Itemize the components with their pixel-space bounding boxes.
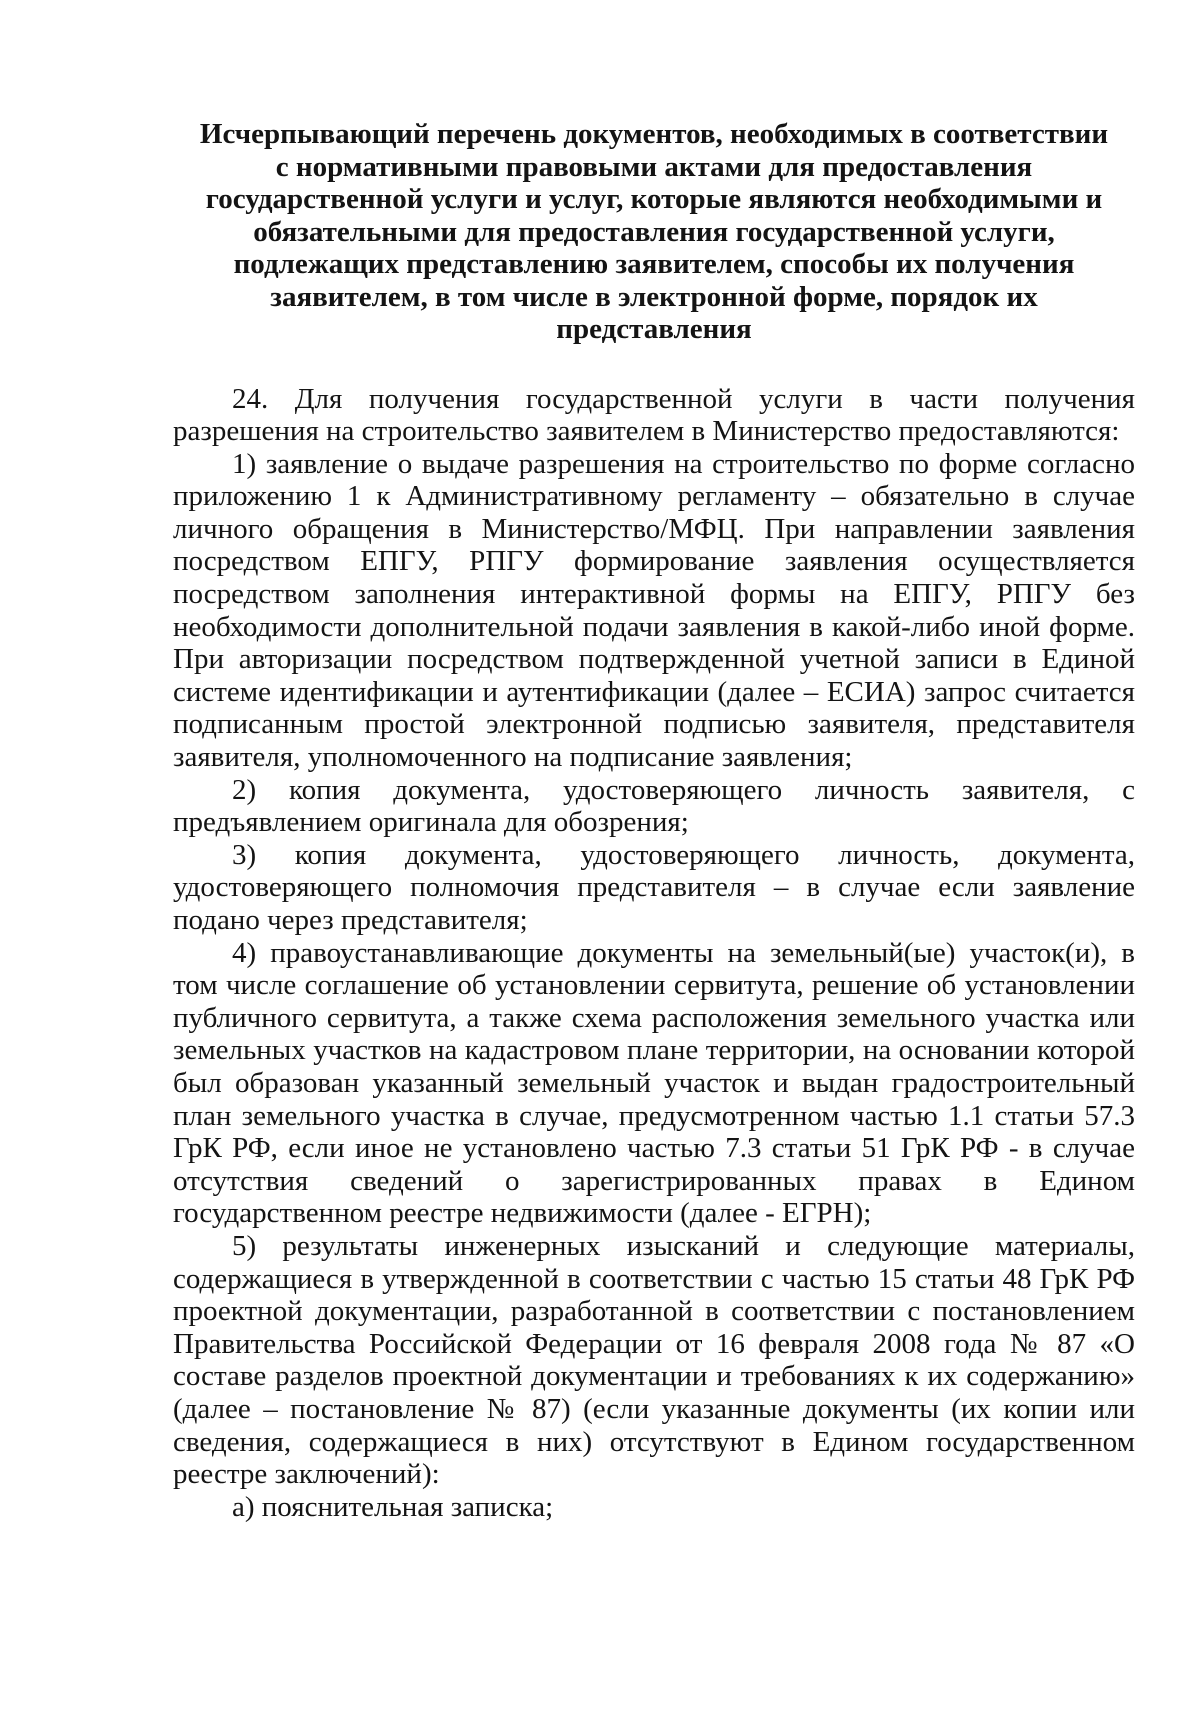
heading-line: Исчерпывающий перечень документов, необходимых в соответствии (199, 118, 1109, 150)
section-heading (173, 118, 1135, 346)
list-item-2-identity-copy: 2) копия документа, удостоверяющего личность заявителя, с предъявлением оригинала для обозрения; (173, 773, 1135, 839)
document-body (173, 383, 1135, 1524)
heading-line: представления (556, 313, 752, 345)
list-subitem-a-explanatory-note: а) пояснительная записка; (232, 1490, 554, 1523)
heading-line: государственной услуги и услуг, которые являются необходимыми и (205, 183, 1103, 215)
list-item-4-land-documents: 4) правоустанавливающие документы на земельный(ые) участок(и), в том числе соглашение об установлении сервитута, решение об установлении публичного сервитута, а также схема расположения земельного участка или земельных участков на кадастровом плане территории, на основании которой был образован указанный земельный участок и выдан градостроительный план земельного участка в случае, предусмотренном частью 1.1 статьи 57.3 ГрК РФ, если иное не установлено частью 7.3 статьи 51 ГрК РФ - в случае отсутствия сведений о зарегистрированных правах в Едином государственном реестре недвижимости (далее - ЕГРН); (173, 936, 1135, 1230)
list-item-5-engineering-surveys: 5) результаты инженерных изысканий и следующие материалы, содержащиеся в утвержденной в соответствии с частью 15 статьи 48 ГрК РФ проектной документации, разработанной в соответствии с постановлением Правительства Российской Федерации от 16 февраля 2008 года № 87 «О составе разделов проектной документации и требованиях к их содержанию» (далее – постановление № 87) (если указанные документы (их копии или сведения, содержащиеся в них) отсутствуют в Едином государственном реестре заключений): (173, 1229, 1135, 1491)
heading-line: с нормативными правовыми актами для предоставления (275, 150, 1033, 183)
document-page (173, 118, 1135, 1523)
list-item-3-representative-copy: 3) копия документа, удостоверяющего личность, документа, удостоверяющего полномочия представителя – в случае если заявление подано через представителя; (173, 838, 1135, 936)
heading-line: подлежащих представлению заявителем, способы их получения (233, 248, 1075, 280)
paragraph-24-intro: 24. Для получения государственной услуги в части получения разрешения на строительство заявителем в Министерство предоставляются: (173, 382, 1135, 448)
heading-line: заявителем, в том числе в электронной форме, порядок их (270, 280, 1038, 313)
list-item-1-application: 1) заявление о выдаче разрешения на строительство по форме согласно приложению 1 к Административному регламенту – обязательно в случае личного обращения в Министерство/МФЦ. При направлении заявления посредством ЕПГУ, РПГУ формирование заявления осуществляется посредством заполнения интерактивной формы на ЕПГУ, РПГУ без необходимости дополнительной подачи заявления в какой-либо иной форме. При авторизации посредством подтвержденной учетной записи в Единой системе идентификации и аутентификации (далее – ЕСИА) запрос считается подписанным простой электронной подписью заявителя, представителя заявителя, уполномоченного на подписание заявления; (173, 447, 1135, 774)
heading-line: обязательными для предоставления государственной услуги, (253, 215, 1055, 248)
